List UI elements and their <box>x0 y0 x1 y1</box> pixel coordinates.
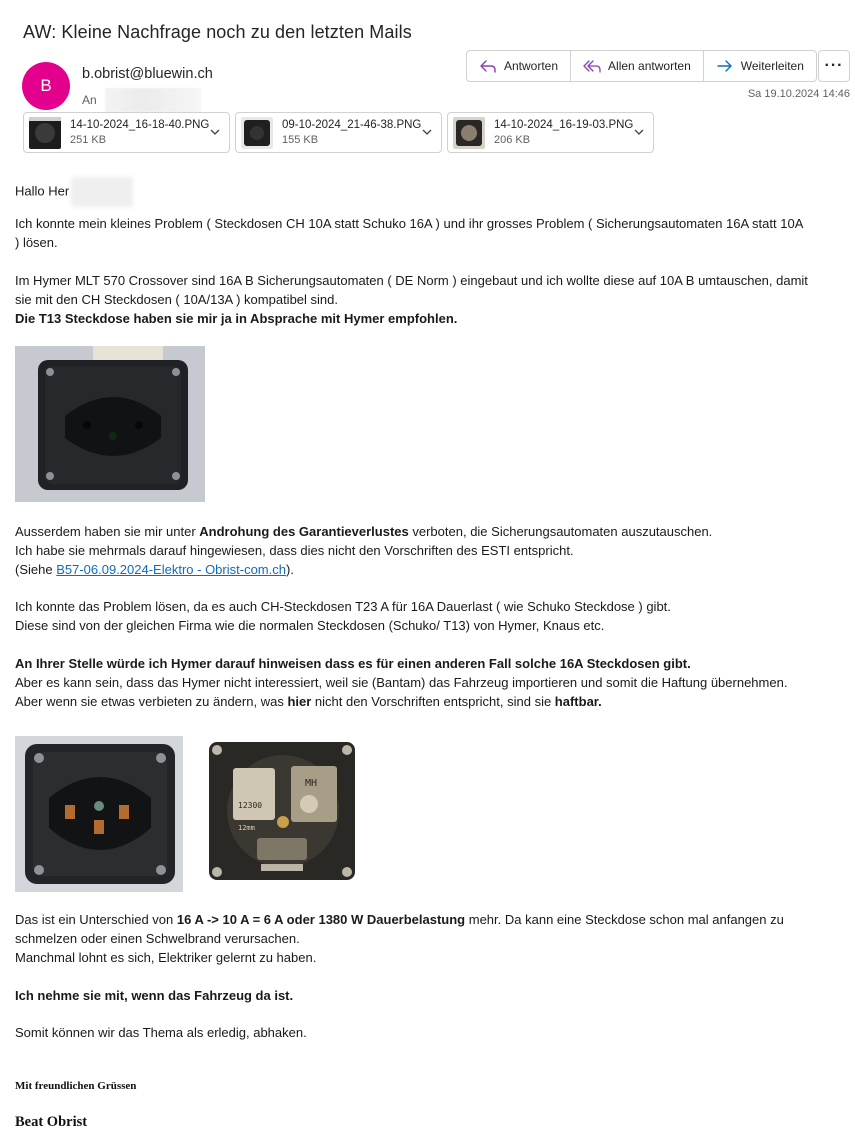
sender-avatar[interactable]: B <box>22 62 70 110</box>
attachment-name: 09-10-2024_21-46-38.PNG <box>282 118 422 131</box>
paragraph-2 <box>15 271 808 328</box>
closing: Mit freundlichen Grüssen <box>15 1080 137 1092</box>
t23-socket-photo[interactable] <box>15 736 183 892</box>
text-span-bold: hier <box>287 694 312 709</box>
paragraph-6 <box>15 910 784 967</box>
recipient-row <box>82 88 201 112</box>
text-line: Manchmal lohnt es sich, Elektriker gelernt zu haben. <box>15 950 317 965</box>
attachment-thumbnail <box>241 117 273 149</box>
text-line: Ich habe sie mehrmals darauf hingewiesen, dass dies nicht den Vorschriften des ESTI entspricht. <box>15 543 574 558</box>
more-actions-button[interactable]: ··· <box>818 50 850 82</box>
text-line: Diese sind von der gleichen Firma wie die normalen Steckdosen (Schuko/ T13) von Hymer, Knaus etc. <box>15 618 605 633</box>
attachment-name: 14-10-2024_16-18-40.PNG <box>70 118 210 131</box>
paragraph-7: Ich nehme sie mit, wenn das Fahrzeug da ist. <box>15 988 294 1003</box>
text-line: Im Hymer MLT 570 Crossover sind 16A B Sicherungsautomaten ( DE Norm ) eingebaut und ich wollte diese auf 10A B umtauschen, damit <box>15 273 808 288</box>
chevron-down-icon[interactable] <box>634 127 644 137</box>
paragraph-5 <box>15 654 787 711</box>
attachment-size: 251 KB <box>70 133 107 146</box>
paragraph-4 <box>15 597 671 635</box>
text-line: ) lösen. <box>15 235 58 250</box>
text-span: verboten, die Sicherungsautomaten auszutauschen. <box>408 524 713 539</box>
text-span-bold: haftbar. <box>554 694 602 709</box>
size-label: 12mm <box>238 824 255 832</box>
reply-button[interactable] <box>467 51 571 81</box>
t13-socket-photo[interactable] <box>15 346 205 502</box>
attachment-1[interactable] <box>23 112 230 153</box>
text-span: nicht den Vorschriften entspricht, sind sie <box>311 694 555 709</box>
brand-label: MH <box>305 778 318 789</box>
esti-link[interactable]: B57-06.09.2024-Elektro - Obrist-com.ch <box>56 562 286 577</box>
email-subject: AW: Kleine Nachfrage noch zu den letzten Mails <box>23 22 412 42</box>
greeting-line <box>15 177 133 207</box>
reply-all-label: Allen antworten <box>608 59 691 73</box>
message-actions <box>466 50 817 82</box>
attachment-2[interactable] <box>235 112 442 153</box>
attachment-size: 155 KB <box>282 133 319 146</box>
reply-all-button[interactable] <box>571 51 704 81</box>
text-line-bold: Die T13 Steckdose haben sie mir ja in Absprache mit Hymer empfohlen. <box>15 311 458 326</box>
paragraph-3 <box>15 522 712 579</box>
text-line: Ich konnte das Problem lösen, da es auch CH-Steckdosen T23 A für 16A Dauerlast ( wie Schuko Steckdose ) gibt. <box>15 599 671 614</box>
reply-all-icon <box>583 59 601 73</box>
attachment-thumbnail <box>453 117 485 149</box>
redacted-name <box>71 177 133 207</box>
text-line: schmelzen oder einen Schwelbrand verursachen. <box>15 931 300 946</box>
paragraph-1 <box>15 214 803 252</box>
text-span-bold: Androhung des Garantieverlustes <box>199 524 409 539</box>
forward-label: Weiterleiten <box>740 59 804 73</box>
text-span: Ausserdem haben sie mir unter <box>15 524 200 539</box>
to-label: An <box>82 93 97 107</box>
text-line <box>15 692 787 711</box>
greeting: Hallo Her <box>15 183 70 199</box>
text-span: (Siehe <box>15 562 57 577</box>
forward-icon <box>716 59 734 73</box>
signature-name: Beat Obrist <box>15 1114 88 1130</box>
forward-button[interactable] <box>704 51 816 81</box>
model-label: 12300 <box>238 801 263 810</box>
attachment-thumbnail <box>29 117 61 149</box>
text-line: Ich konnte mein kleines Problem ( Steckdosen CH 10A statt Schuko 16A ) und ihr grosses Problem ( Sicherungsautomaten 16A statt 10A <box>15 216 804 231</box>
text-span: ). <box>285 562 294 577</box>
reply-label: Antworten <box>504 59 559 73</box>
attachment-name: 14-10-2024_16-19-03.PNG <box>494 118 634 131</box>
text-span-bold: 16 A -> 10 A = 6 A oder 1380 W Dauerbelastung <box>176 912 466 927</box>
text-line: sie mit den CH Steckdosen ( 10A/13A ) kompatibel sind. <box>15 292 338 307</box>
chevron-down-icon[interactable] <box>210 127 220 137</box>
attachment-3[interactable] <box>447 112 654 153</box>
socket-back-photo[interactable] <box>205 736 360 884</box>
text-line: Aber es kann sein, dass das Hymer nicht interessiert, weil sie (Bantam) das Fahrzeug importieren und somit die Haftung übernehmen. <box>15 675 788 690</box>
attachment-size: 206 KB <box>494 133 531 146</box>
chevron-down-icon[interactable] <box>422 127 432 137</box>
text-span: Das ist ein Unterschied von <box>15 912 177 927</box>
text-line <box>15 522 712 541</box>
text-span: Aber wenn sie etwas verbieten zu ändern, was <box>15 694 288 709</box>
paragraph-8: Somit können wir das Thema als erledig, abhaken. <box>15 1025 307 1040</box>
sent-date: Sa 19.10.2024 14:46 <box>747 88 850 100</box>
text-line-bold: An Ihrer Stelle würde ich Hymer darauf hinweisen dass es für einen anderen Fall solche 16A Steckdosen gibt. <box>15 656 691 671</box>
text-line <box>15 910 784 929</box>
redacted-recipient <box>105 88 201 112</box>
reply-icon <box>479 59 497 73</box>
text-span: mehr. Da kann eine Steckdose schon mal anfangen zu <box>465 912 784 927</box>
sender-email[interactable]: b.obrist@bluewin.ch <box>82 66 213 82</box>
text-line <box>15 560 712 579</box>
